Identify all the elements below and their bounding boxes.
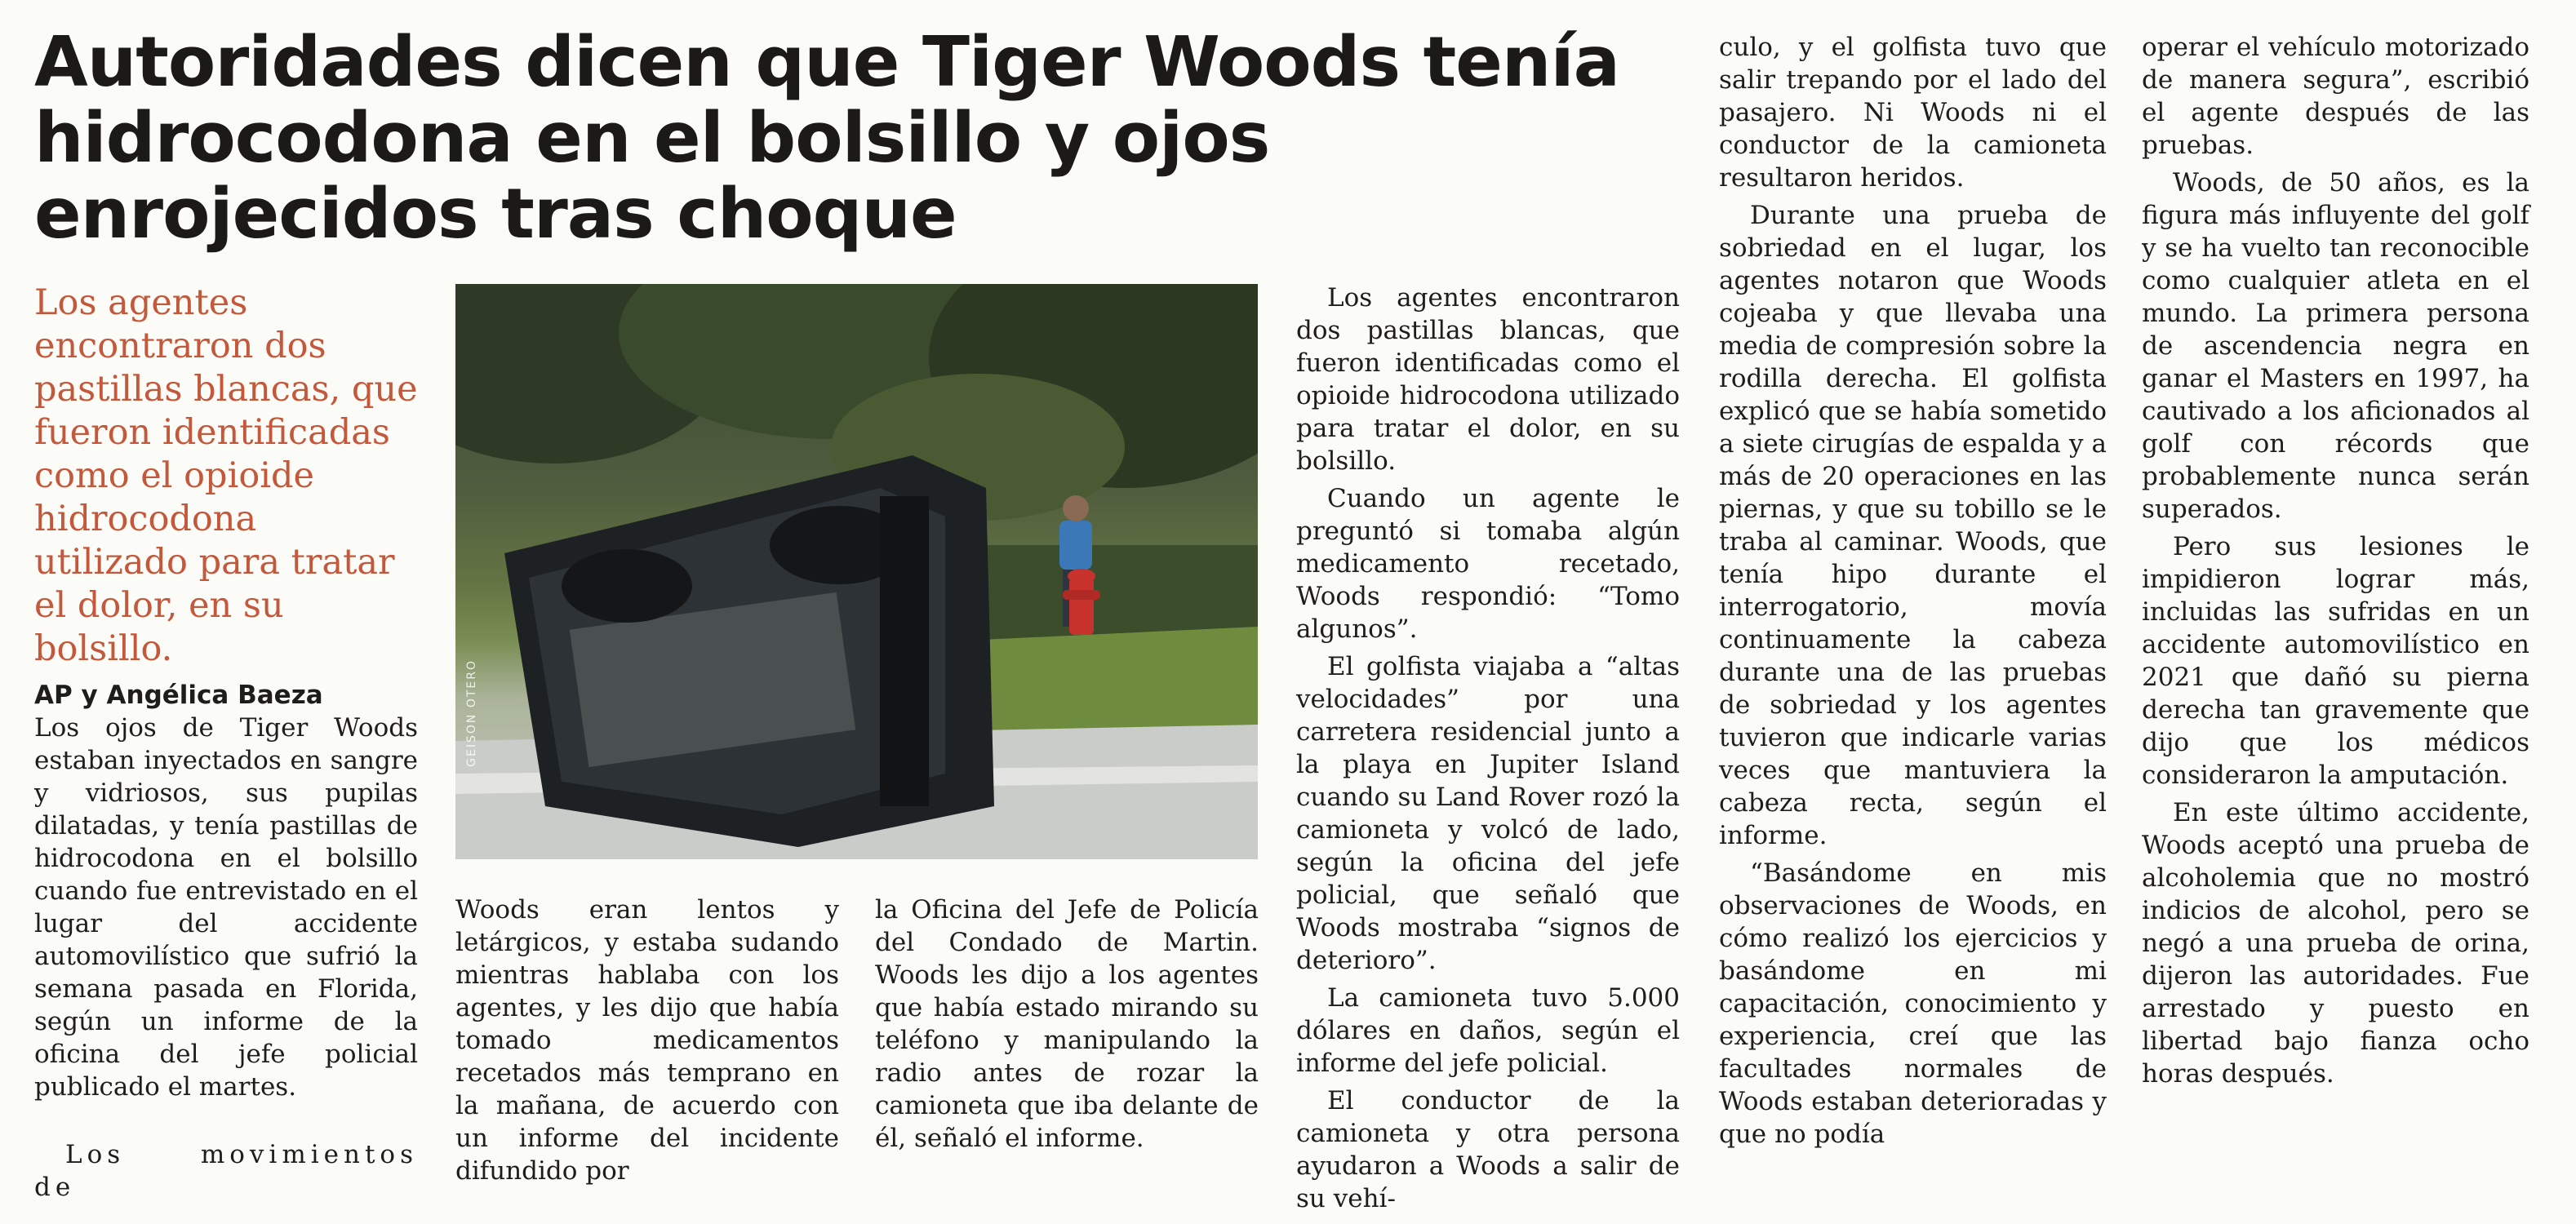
headline: Autoridades dicen que Tiger Woods tenía hidrocodona en el bolsillo y ojos enrojecidos tras choque <box>34 22 1619 255</box>
paragraph: En este último accidente, Woods aceptó una prueba de alcoholemia que no mostró indicios de alcohol, pero se negó a una prueba de orina, dijeron las autoridades. Fue arrestado y puesto en libertad bajo fianza ocho horas después. <box>2142 798 2529 1089</box>
overturned-suv-scene <box>455 284 1258 859</box>
paragraph: La camioneta tuvo 5.000 dólares en daños, según el informe del jefe policial. <box>1296 983 1680 1078</box>
news-photo <box>455 284 1258 859</box>
paragraph: Los agentes encontraron dos pastillas blancas, que fueron identificadas como el opioide hidrocodona utilizado para tratar el dolor, en su bolsillo. <box>1296 283 1680 476</box>
article-column-5 <box>1719 31 2107 1151</box>
paragraph: El conductor de la camioneta y otra persona ayudaron a Woods a salir de su vehí- <box>1296 1086 1680 1213</box>
paragraph: Woods eran lentos y letárgicos, y estaba sudando mientras hablaba con los agentes, y les dijo que había tomado medicamentos recetados más temprano en la mañana, de acuerdo con un informe del incidente difundido por <box>455 895 839 1186</box>
article-column-4 <box>1296 282 1680 1215</box>
byline: AP y Angélica Baeza <box>34 681 323 710</box>
article-column-6 <box>2142 31 2529 1090</box>
paragraph: “Basándome en mis observaciones de Woods, en cómo realizó los ejercicios y basándome en mi capacitación, conocimiento y experiencia, creí que las facultades normales de Woods estaban deterioradas y que no podía <box>1719 858 2107 1149</box>
paragraph: Los movimientos de <box>34 1140 418 1202</box>
article-column-3 <box>875 894 1259 1155</box>
article-column-1 <box>34 712 418 1103</box>
paragraph: Durante una prueba de sobriedad en el lugar, los agentes notaron que Woods cojeaba y que llevaba una media de compresión sobre la rodilla derecha. El golfista explicó que se había sometido a siete cirugías de espalda y a más de 20 operaciones en las piernas, y que su tobillo se le traba al caminar. Woods, que tenía hipo durante el interrogatorio, movía continuamente la cabeza durante una de las pruebas de sobriedad y los agentes tuvieron que indicarle varias veces que mantuviera la cabeza recta, según el informe. <box>1719 201 2107 850</box>
article-column-1-continuation <box>34 1138 418 1204</box>
photo-credit: GEISON OTERO <box>465 659 478 767</box>
article-column-2 <box>455 894 839 1187</box>
paragraph: Pero sus lesiones le impidieron lograr más, incluidas las sufridas en un accidente automovilístico en 2021 que dañó su pierna derecha tan gravemente que dijo que los médicos consideraron la amputación. <box>2142 532 2529 790</box>
paragraph: El golfista viajaba a “altas velocidades” por una carretera residencial junto a la playa en Jupiter Island cuando su Land Rover rozó la camioneta y volcó de lado, según la oficina del jefe policial, que señaló que Woods mostraba “signos de deterioro”. <box>1296 652 1680 975</box>
paragraph: Cuando un agente le preguntó si tomaba algún medicamento recetado, Woods respondió: “Tomo algunos”. <box>1296 484 1680 644</box>
paragraph: Los ojos de Tiger Woods estaban inyectados en sangre y vidriosos, sus pupilas dilatadas, y tenía pastillas de hidrocodona en el bolsillo cuando fue entrevistado en el lugar del accidente automovilístico que sufrió la semana pasada en Florida, según un informe de la oficina del jefe policial publicado el martes. <box>34 713 418 1102</box>
paragraph: Woods, de 50 años, es la figura más influyente del golf y se ha vuelto tan reconocible como cualquier atleta en el mundo. La primera persona de ascendencia negra en ganar el Masters en 1997, ha cautivado a los aficionados al golf con récords que probablemente nunca serán superados. <box>2142 168 2529 524</box>
paragraph: la Oficina del Jefe de Policía del Condado de Martin. Woods les dijo a los agentes que había estado mirando su teléfono y manipulando la radio antes de rozar la camioneta que iba delante de él, señaló el informe. <box>875 895 1259 1153</box>
paragraph: operar el vehículo motorizado de manera segura”, escribió el agente después de las pruebas. <box>2142 33 2529 160</box>
paragraph: culo, y el golfista tuvo que salir trepando por el lado del pasajero. Ni Woods ni el conductor de la camioneta resultaron heridos. <box>1719 33 2107 193</box>
deck-pull-quote: Los agentes encontraron dos pastillas blancas, que fueron identificadas como el opioide hidrocodona utilizado para tratar el dolor, en su bolsillo. <box>34 282 418 669</box>
